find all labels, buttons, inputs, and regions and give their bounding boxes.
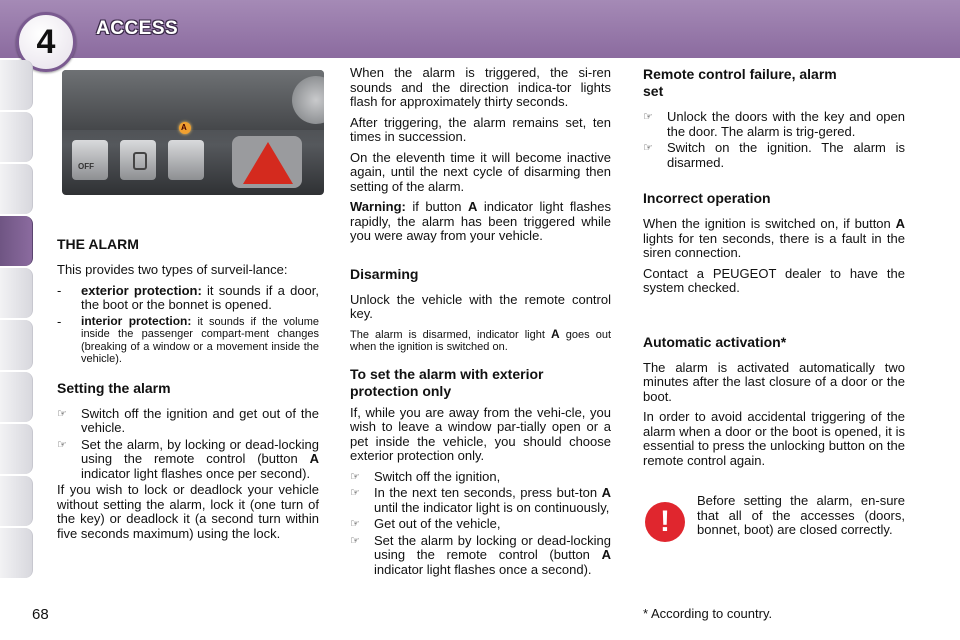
chapter-tab-1[interactable] (0, 60, 33, 110)
setting-step-2: Set the alarm, by locking or dead-locking using the remote control (button (81, 436, 319, 466)
list-item (643, 141, 905, 170)
hand-pointer-icon: ☞ (350, 470, 360, 483)
list-item (643, 110, 905, 139)
chapter-tab-2[interactable] (0, 112, 33, 162)
auto-para-1: The alarm is activated automatically two minutes after the last closure of a door or the boot. (643, 359, 905, 404)
lock-icon (133, 152, 147, 170)
exterior-step-1: Switch off the ignition, (374, 468, 501, 484)
incorrect-para: When the ignition is switched on, if button A lights for ten seconds, there is a fault in the siren connection. (643, 216, 905, 260)
exterior-only-title: To set the alarm with exterior protection only (350, 365, 544, 399)
term-exterior: exterior protection: (81, 282, 202, 298)
remote-failure-title: Remote control failure, alarm set (643, 66, 837, 99)
chapter-tab-5[interactable] (0, 268, 33, 318)
hazard-triangle-icon (243, 142, 293, 184)
chapter-title: ACCESS (96, 18, 179, 39)
chapter-tab-8[interactable] (0, 424, 33, 474)
chapter-tab-3[interactable] (0, 164, 33, 214)
photo-dashboard-top (62, 70, 324, 130)
term-interior: interior protection: (81, 313, 192, 328)
page-number: 68 (32, 606, 49, 623)
button-a-ref: A (309, 451, 319, 466)
term-interior-text: it sounds if the volume inside the passenger compart-ment changes (breaking of a window or a movement inside the vehicle). (81, 315, 319, 365)
list-item: ☞ In the next ten seconds, press but-ton A until the indicator light is on continuously, (350, 485, 611, 515)
left-column (57, 236, 319, 547)
list-item (57, 438, 319, 482)
hand-pointer-icon: ☞ (643, 142, 653, 154)
warning-box-text: Before setting the alarm, en-sure that all of the accesses (doors, bonnet, boot) are closed correctly. (697, 493, 905, 537)
disarm-note: The alarm is disarmed, indicator light A goes out when the ignition is switched on. (350, 326, 611, 353)
chapter-tab-4-active[interactable] (0, 216, 33, 266)
alarm-title: THE ALARM (57, 236, 139, 252)
auto-para-2: In order to avoid accidental triggering of the alarm when a door or the boot is opened, it is essential to press the unlocking button on the remote control again. (643, 409, 905, 468)
alarm-intro: This provides two types of surveil-lance: (57, 262, 288, 277)
photo-button-lock (120, 140, 156, 180)
photo-button-alarm (168, 140, 204, 180)
list-item: ☞ Set the alarm by locking or dead-locking using the remote control (button A indicator light flashes once a second). (350, 532, 611, 577)
automatic-activation-title: Automatic activation* (643, 333, 787, 350)
button-a-ref: A (601, 547, 611, 562)
hand-pointer-icon: ☞ (643, 111, 653, 123)
exterior-only-para: If, while you are away from the vehi-cle, you wish to leave a window par-tially open or a pet inside the vehicle, you should choose exterior protection only. (350, 404, 611, 463)
after-trigger-para: After triggering, the alarm remains set, ten times in succession. (350, 114, 611, 144)
hand-pointer-icon: ☞ (350, 534, 360, 547)
photo-button-off (72, 140, 108, 180)
incorrect-operation-title: Incorrect operation (643, 190, 771, 206)
exterior-step-3: Get out of the vehicle, (374, 516, 501, 531)
alarm-button-photo (62, 70, 324, 195)
photo-button-label: OFF (78, 162, 94, 171)
remote-step-1: Unlock the doors with the key and open the door. The alarm is trig-gered. (667, 109, 905, 139)
remote-step-2: Switch on the ignition. The alarm is disarmed. (667, 140, 905, 170)
hand-pointer-icon: ☞ (350, 487, 360, 499)
exterior-step-2: In the next ten seconds, press but-ton (374, 485, 602, 500)
warning-para: Warning: if button A indicator light flashes rapidly, the alarm has been triggered while you were away from your vehicle. (350, 199, 612, 243)
eleventh-para: On the eleventh time it will become inactive again, until the next cycle of disarming then setting of the alarm. (350, 149, 611, 194)
list-item (57, 407, 319, 436)
exterior-step-4: Set the alarm by locking or dead-locking using the remote control (button (374, 532, 611, 562)
setting-title: Setting the alarm (57, 379, 171, 396)
chapter-tab-6[interactable] (0, 320, 33, 370)
chapter-tabs (0, 60, 34, 580)
right-column (643, 66, 905, 474)
list-item (350, 470, 611, 485)
chapter-number: 4 (36, 22, 56, 61)
button-a-ref: A (895, 216, 905, 231)
warning-icon: ! (645, 502, 685, 542)
hand-pointer-icon: ☞ (57, 438, 67, 451)
dash-marker: - (57, 282, 62, 298)
button-a-ref: A (551, 326, 560, 341)
term-exterior-text: it sounds if a door, the boot or the bonnet is opened. (81, 282, 320, 312)
button-a-ref: A (601, 485, 611, 500)
warning-label: Warning: (350, 199, 406, 214)
chapter-tab-9[interactable] (0, 476, 33, 526)
setting-step-2-end: indicator light flashes once per second). (81, 465, 311, 481)
contact-dealer-para: Contact a PEUGEOT dealer to have the system checked. (643, 265, 905, 295)
dash-marker: - (57, 313, 62, 329)
chapter-tab-10[interactable] (0, 528, 33, 578)
list-item (57, 315, 319, 366)
button-a-ref: A (467, 199, 478, 214)
hand-pointer-icon: ☞ (350, 518, 360, 530)
trigger-para: When the alarm is triggered, the si-ren sounds and the direction indica-tor lights flash for approximately thirty seconds. (350, 65, 611, 109)
list-item (57, 284, 319, 313)
setting-step-1: Switch off the ignition and get out of the vehicle. (81, 405, 319, 435)
disarming-title: Disarming (350, 265, 419, 282)
disarm-para: Unlock the vehicle with the remote control key. (350, 291, 611, 321)
footnote: * According to country. (643, 606, 773, 621)
list-item (350, 517, 611, 532)
indicator-label-a: A (181, 123, 187, 132)
chapter-tab-7[interactable] (0, 372, 33, 422)
hand-pointer-icon: ☞ (57, 407, 67, 420)
chapter-header (0, 0, 960, 61)
lock-without-alarm-para: If you wish to lock or deadlock your vehicle without setting the alarm, lock it (one turn of the key) or deadlock it (a second turn within five seconds maximum) using the lock. (57, 482, 319, 541)
middle-column (350, 66, 611, 579)
